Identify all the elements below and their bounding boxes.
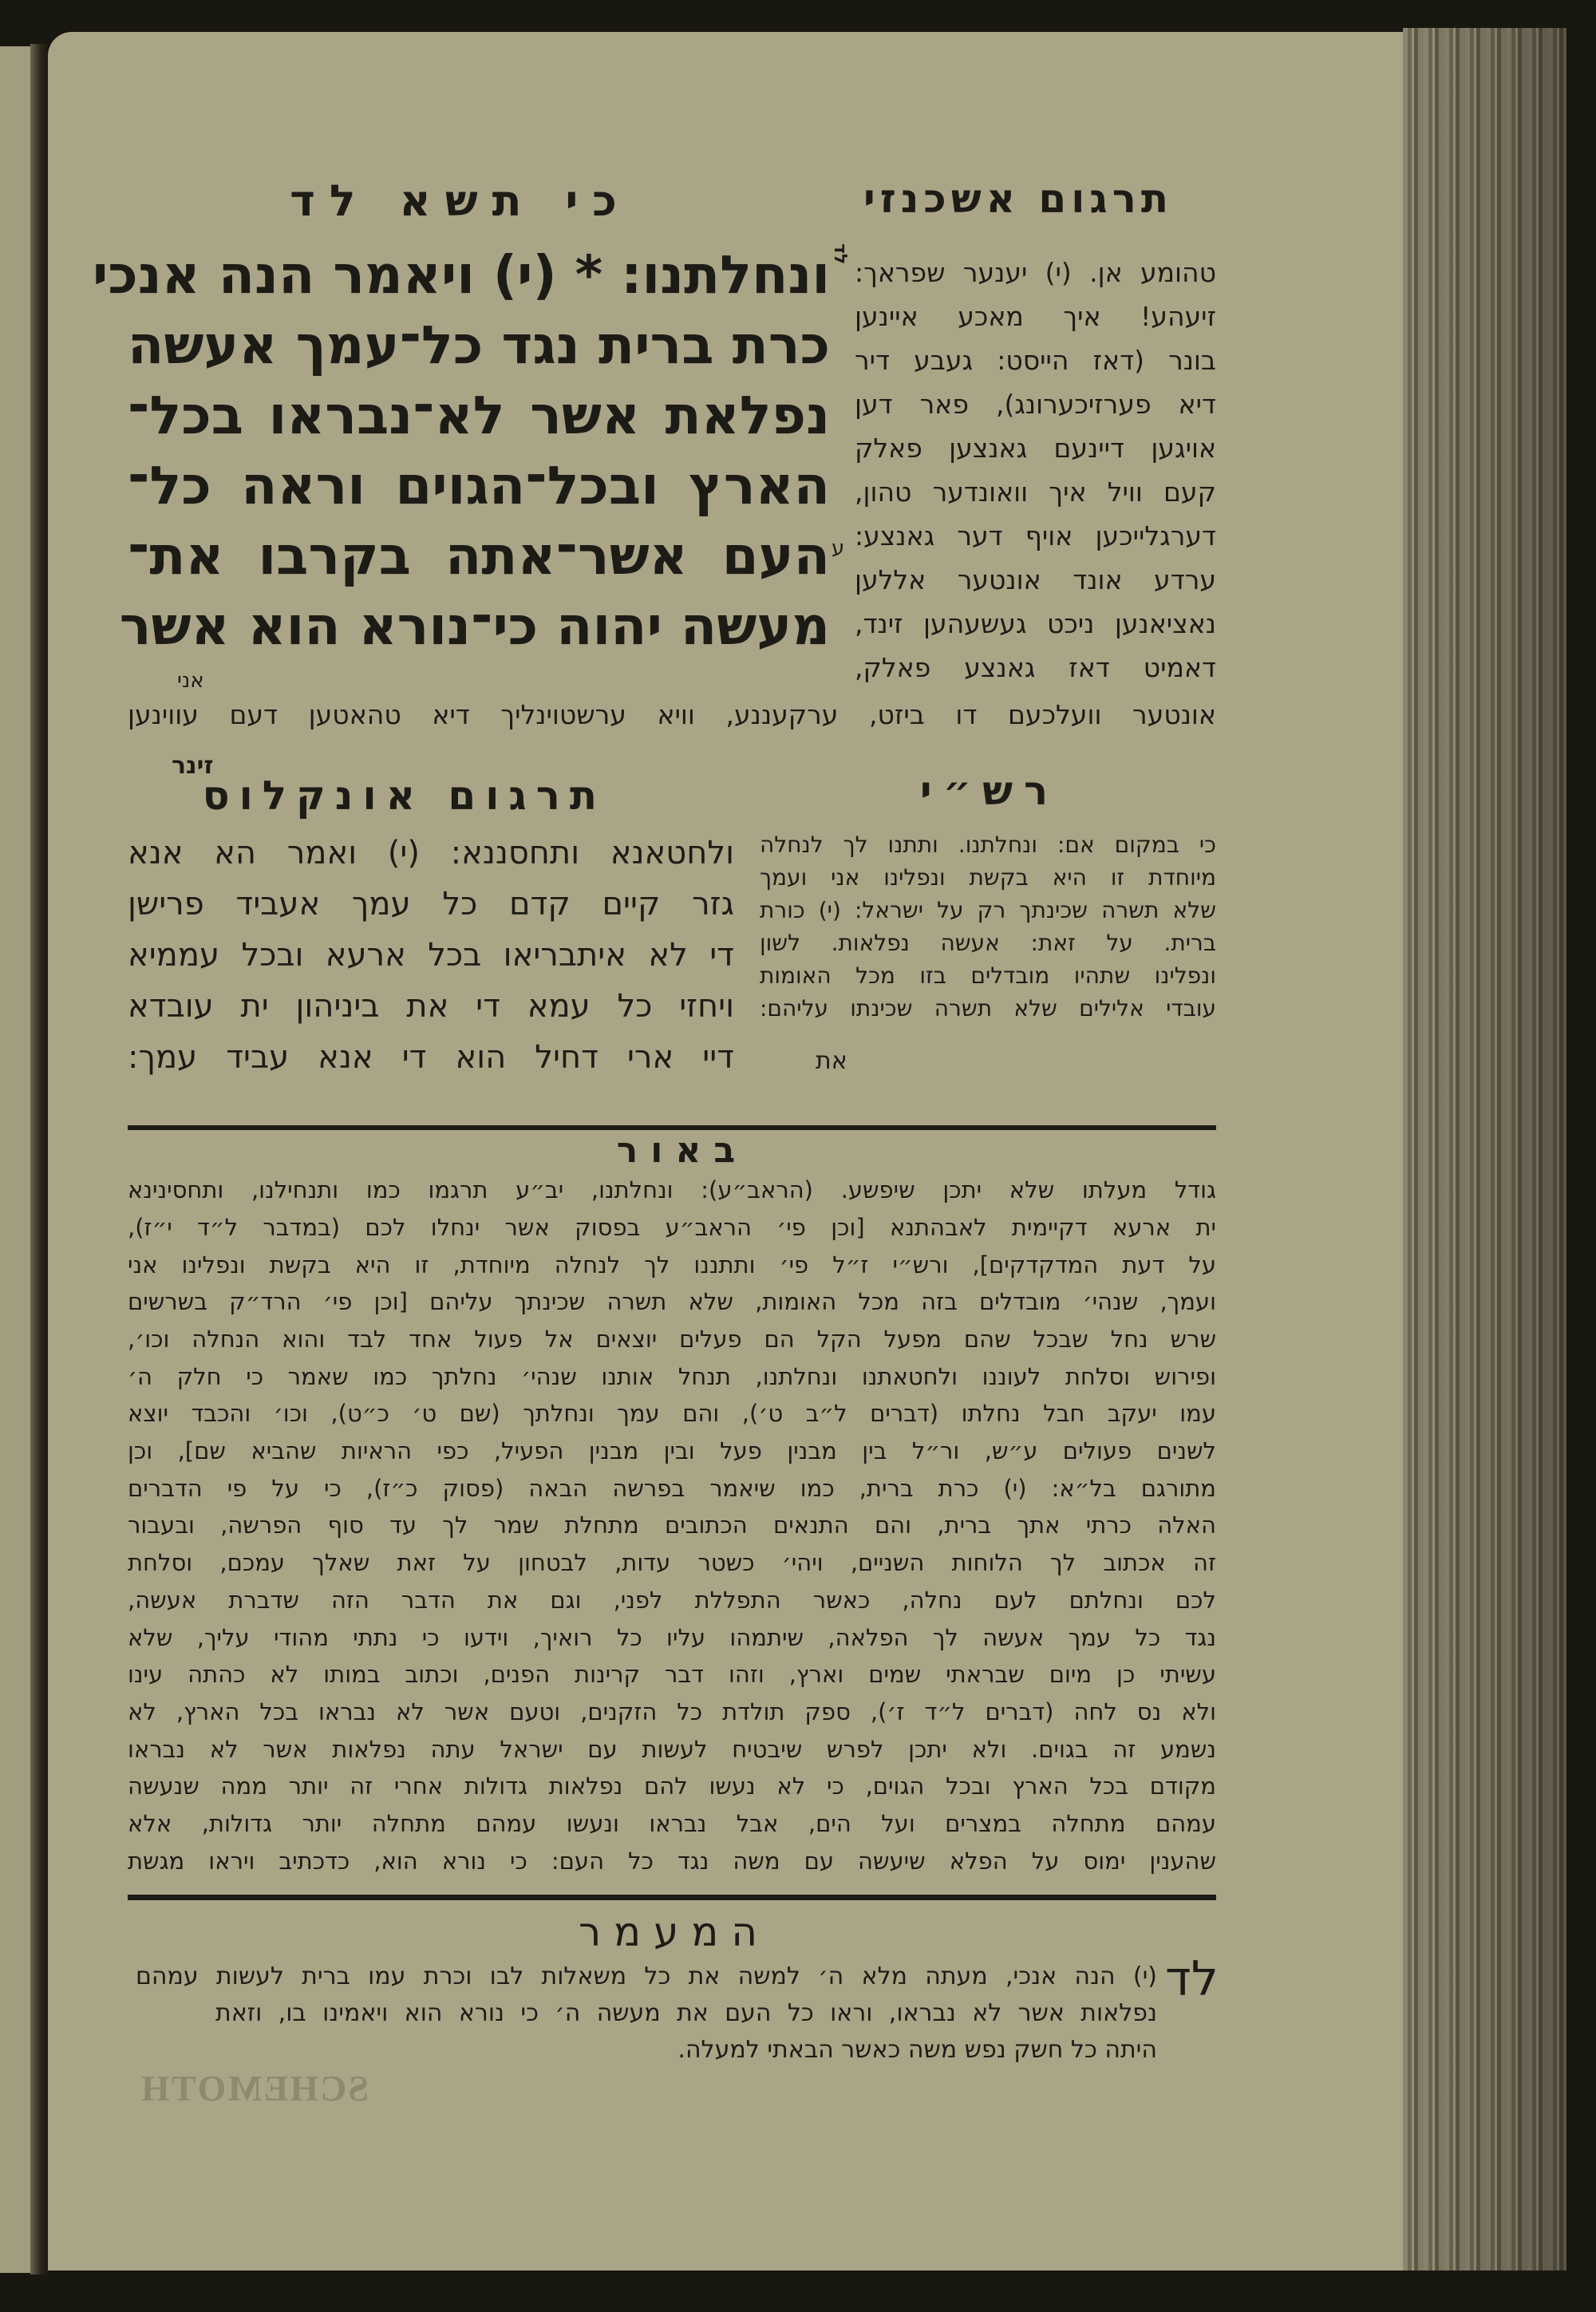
rashi-line: שלא תשרה שכינתך רק על ישראל: (י) כורת xyxy=(760,896,1216,923)
biur-line: שרש נחל שבכל שהם מפעל הקל הם פעלים יוצאים אל פעול אחד לבד והוא הנחלה וכו׳, xyxy=(128,1325,1216,1353)
biur-line: לכם ונחלתם לעם נחלה, כאשר התפללת לפני, וגם את הדבר הזה שדברת אעשה, xyxy=(128,1586,1216,1614)
biur-line: נגד כל עמך אעשה לך הפלאה, שיתמהו עליו כל רואיך, וידעו כי נתתי מהודי עליך, שלא xyxy=(128,1623,1216,1651)
german-column-title: תרגום אשכנזי xyxy=(863,176,1173,222)
rashi-line: ונפלינו שתהיו מובדלים בזו מכל האומות xyxy=(760,962,1216,989)
rashi-line: כי במקום אם: ונחלתנו. ותתנו לך לנחלה xyxy=(760,831,1216,858)
page-block-edges xyxy=(1403,28,1566,2271)
biur-line: עמהם מתחלה במצרים ועל הים, אבל נבראו ונעשו עמהם מתחלה יותר גדולות, אלא xyxy=(128,1810,1216,1838)
section-rule xyxy=(128,1895,1216,1900)
main-catchword: אני xyxy=(177,669,204,693)
verse-line: מעשה יהוה כי־נורא הוא אשר xyxy=(119,595,830,658)
hameamer-line: (י) הנה אנכי, מעתה מלא ה׳ למשה את כל משאלות לבו וכרת עמו ברית לעשות עמהם xyxy=(136,1962,1157,1990)
german-translation-line: טהומע אן. (י) יענער שפראך: xyxy=(855,256,1216,288)
rashi-line: מיוחדת זו היא בקשת ונפלינו אני ועמך xyxy=(760,864,1216,891)
rashi-line: עובדי אלילים שלא תשרה שכינתו עליהם: xyxy=(760,994,1216,1022)
german-translation-line: זיעהע! איך מאכע איינען xyxy=(855,300,1216,332)
rashi-catchword: את xyxy=(816,1047,847,1075)
book-gutter xyxy=(30,44,48,2274)
onkelos-title: תרגום אונקלוס xyxy=(202,773,606,819)
biur-line: ולא נס לחה (דברים ל״ד ז׳), ספק תולדת כל הזקנים, וטעם אשר לא נבראו בכל הארץ, לא xyxy=(128,1697,1216,1725)
biur-line: האלה כרתי אתך ברית, והם התנאים הכתובים מתחלת שמר לך עד סוף הפרשה, ובעבור xyxy=(128,1512,1216,1539)
running-title: כי תשא לד xyxy=(290,176,631,226)
german-translation-line: אונטער וועלכעם דו ביזט, ערקעננע, וויא ערשטוינליך דיא טהאטען דעם עווינען xyxy=(128,698,1216,730)
onkelos-line: גזר קיים קדם כל עמך אעביד פרישן xyxy=(128,886,734,923)
biur-title: באור xyxy=(616,1130,749,1171)
biur-line: מקודם בכל הארץ ובכל הגוים, כי לא נעשו להם נפלאות גדולות אחרי זה יותר ממה שנעשה xyxy=(128,1773,1216,1800)
german-translation-line: דיא פערזיכערונג), פאר דען xyxy=(855,388,1216,420)
biur-line: ופירוש וסלחת לעוננו ולחטאתנו ונחלתנו, תנחל אותנו שנהי׳ נחלתך כמו שאמר כי חלק ה׳ xyxy=(128,1362,1216,1390)
biur-line: זה אכתוב לך הלוחות השניים, ויהי׳ כשטר עדות, לבטחון על זאת שאלך עמכם, וסלחת xyxy=(128,1549,1216,1577)
biur-line: לשנים פעולים ע״ש, ור״ל בין מבנין פעל ובין מבנין הפעיל, כפי הראיות שהביא שם], וכן xyxy=(128,1437,1216,1465)
german-translation-line: קעם וויל איך וואונדער טהון, xyxy=(855,476,1216,508)
german-translation-line: דערגלייכען אויף דער גאנצע: xyxy=(855,520,1216,551)
biur-line: עמו יעקב חבל נחלתו (דברים ל״ב ט׳), והם עמך ונחלתך (שם ט׳ כ״ט), וכו׳ והכבד יוצא xyxy=(128,1400,1216,1428)
biur-line: על דעת המדקדקים], ורש״י ז״ל פי׳ ותתננו לך לנחלה מיוחדת, זו היא בקשת ונפלינו אני xyxy=(128,1251,1216,1279)
onkelos-line: דיי ארי דחיל הוא די אנא עביד עמך: xyxy=(128,1039,734,1076)
german-translation-line: בונר (דאז הייסט: געבע דיר xyxy=(855,344,1216,376)
onkelos-line: ויחזי כל עמא די את ביניהון ית עובדא xyxy=(128,988,734,1025)
rashi-title: רש״י xyxy=(919,768,1060,814)
german-catchword: זינר xyxy=(172,752,214,780)
onkelos-line: די לא איתבריאו בכל ארעא ובכל עממיא xyxy=(128,937,734,974)
biur-line: ועמך, שנהי׳ מובדלים בזה מכל האומות, שלא תשרה שכינתך עליהם [וכן פי׳ הרד״ק בשרשים xyxy=(128,1288,1216,1316)
previous-page-edge xyxy=(0,46,30,2273)
verse-line: נפלאת אשר לא־נבראו בכל־ xyxy=(128,385,830,447)
verse-line: העם אשר־אתה בקרבו את־ xyxy=(128,525,830,587)
chapter-marker: לד xyxy=(830,243,850,265)
aliyah-marker: ע xyxy=(832,536,845,560)
verse-line: הארץ ובכל־הגוים וראה כל־ xyxy=(128,455,830,517)
biur-line: עשיתי כן מיום שבראתי שמים וארץ, וזהו דבר קרינות הפנים, וכתוב במותו לא כהתה עינו xyxy=(128,1661,1216,1689)
biur-line: נשמע זה בגוים. ולא יתכן לפרש שיבטיח לעשות עם ישראל עתה נפלאות אשר לא נבראו xyxy=(128,1735,1216,1763)
hameamer-line: היתה כל חשק נפש משה כאשר הבאתי למעלה. xyxy=(678,2035,1157,2064)
hameamer-title: המעמר xyxy=(578,1909,771,1955)
hameamer-chapter-marker: לד xyxy=(1165,1951,1219,2007)
biur-line: גודל מעלתו שלא יתכן שיפשע. (הראב״ע): ונחלתנו, יב״ע תרגמו כמו ותנחילנו, ותחסינינא xyxy=(128,1176,1216,1204)
onkelos-line: ולחטאנא ותחסננא: (י) ואמר הא אנא xyxy=(128,835,734,871)
biur-line: ית ארעא דקיימית לאבהתנא [וכן פי׳ הראב״ע בפסוק אשר ינחלו לכם (במדבר ל״ד י״ז), xyxy=(128,1213,1216,1241)
german-translation-line: נאציאנען ניכט געשעהען זינד, xyxy=(855,607,1216,639)
verse-line: ונחלתנו: * (י) ויאמר הנה אנכי xyxy=(92,244,830,306)
hameamer-line: נפלאות אשר לא נבראו, וראו כל העם את מעשה ה׳ כי נורא הוא ויאמינו בו, וזאת xyxy=(215,1998,1157,2027)
german-translation-line: דאמיט דאז גאנצע פאלק, xyxy=(855,651,1216,683)
german-translation-line: ערדע אונד אונטער אללען xyxy=(855,563,1216,595)
biur-line: שהענין ימוס על הפלא שיעשה עם משה נגד כל העם: כי נורא הוא, כדכתיב ויראו מגשת xyxy=(128,1847,1216,1875)
show-through-stamp: SCHEMOTH xyxy=(140,2068,369,2108)
german-translation-line: אויגען דיינעם גאנצען פאלק xyxy=(855,432,1216,464)
rashi-line: ברית. על זאת: אעשה נפלאות. לשון xyxy=(760,929,1216,956)
biur-line: מתורגם בל״א: (י) כרת ברית, כמו שיאמר בפרשה הבאה (פסוק כ״ז), כי על פי הדברים xyxy=(128,1474,1216,1502)
verse-line: כרת ברית נגד כל־עמך אעשה xyxy=(128,314,830,377)
